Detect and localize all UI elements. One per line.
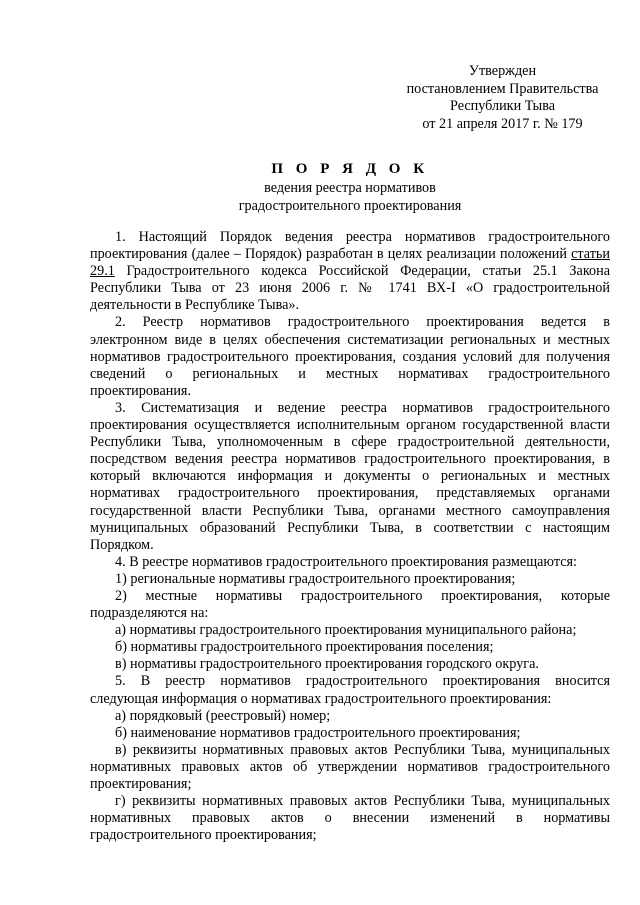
approval-block: [395, 63, 610, 133]
document-body: [90, 229, 610, 844]
list-item: 1) региональные нормативы градостроительного проектирования;: [115, 570, 516, 587]
paragraph-3: 3. Систематизация и ведение реестра нормативов градостроительного проектирования осуществляется исполнительным органом государственной власти Республики Тыва, уполномоченным в сфере градостроительной деятельности, посредством ведения реестра нормативов градостроительного проектирования, в который включаются информация и документы о региональных и местных нормативах градостроительного проектирования, представляемых органами государственной власти Республики Тыва, органами местного самоуправления муниципальных образований Республики Тыва, в соответствии с настоящим Порядком.: [90, 399, 610, 553]
list-item: в) нормативы градостроительного проектирования городского округа.: [115, 656, 539, 673]
list-item: 2) местные нормативы градостроительного проектирования, которые подразделяются на:: [90, 587, 610, 622]
approval-date: от 21 апреля 2017 г. № 179: [422, 115, 583, 132]
list-item: г) реквизиты нормативных правовых актов Республики Тыва, муниципальных нормативных правовых актов о внесении изменений в нормативы градостроительного проектирования;: [90, 793, 610, 844]
paragraph-1: [90, 229, 610, 314]
document-title: П О Р Я Д О К: [271, 161, 429, 177]
paragraph-5: 5. В реестр нормативов градостроительного проектирования вносится следующая информация о нормативах градостроительного проектирования:: [90, 673, 610, 707]
paragraph-text: Градостроительного кодекса Российской Федерации, статьи 25.1 Закона Республики Тыва от 23 июня 2006 г. № 1741 ВХ-I «О градостроительной деятельности в Республике Тыва».: [90, 263, 610, 314]
list-item: б) наименование нормативов градостроительного проектирования;: [115, 724, 521, 741]
list-item: б) нормативы градостроительного проектирования поселения;: [115, 639, 494, 656]
paragraph-2: 2. Реестр нормативов градостроительного проектирования ведется в электронном виде в целях обеспечения систематизации региональных и местных нормативов градостроительного проектирования, создания условий для получения сведений о региональных и местных нормативах градостроительного проектирования.: [90, 314, 610, 399]
list-item: а) нормативы градостроительного проектирования муниципального района;: [115, 622, 577, 639]
approval-line: Республики Тыва: [449, 98, 556, 114]
approval-line: постановлением Правительства: [406, 80, 599, 97]
approval-line: Утвержден: [468, 63, 537, 79]
paragraph-4: 4. В реестре нормативов градостроительного проектирования размещаются:: [115, 553, 577, 570]
title-block: [90, 159, 610, 215]
document-subtitle: ведения реестра нормативов: [264, 180, 436, 196]
document-subtitle: градостроительного проектирования: [238, 198, 462, 214]
law-article-link[interactable]: статьи 29.1: [90, 246, 610, 280]
list-item: в) реквизиты нормативных правовых актов Республики Тыва, муниципальных нормативных правовых актов об утверждении нормативов градостроительного проектирования;: [90, 741, 610, 792]
list-item: а) порядковый (реестровый) номер;: [115, 707, 331, 724]
paragraph-text: 1. Настоящий Порядок ведения реестра нормативов градостроительного проектирования (далее – Порядок) разработан в целях реализации положений: [90, 229, 610, 263]
